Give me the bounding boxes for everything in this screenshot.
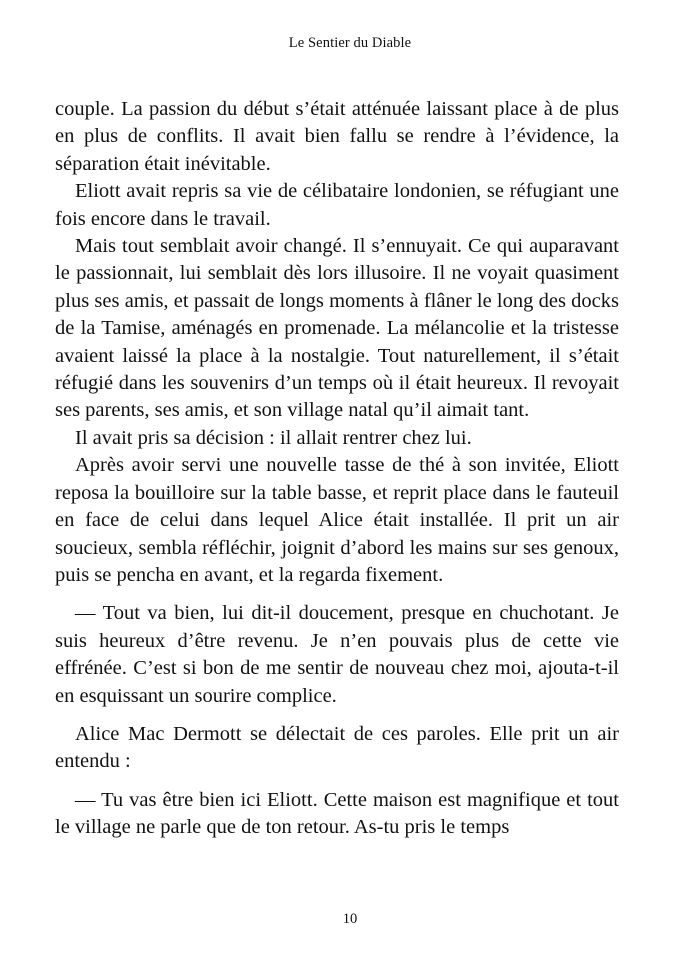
dialogue-paragraph: — Tu vas être bien ici Eliott. Cette maison est magnifique et tout le village ne parle que de ton retour. As-tu pris le temps [55, 788, 619, 839]
paragraph: Alice Mac Dermott se délectait de ces paroles. Elle prit un air entendu : [55, 722, 619, 773]
running-header: Le Sentier du Diable [288, 35, 412, 51]
paragraph: Après avoir servi une nouvelle tasse de thé à son invitée, Eliott reposa la bouilloire sur la table basse, et reprit place dans le fauteuil en face de celui dans lequel Alice était installée. Il prit un air soucieux, sembla réfléchir, joignit d’abord les mains sur ses genoux, puis se pencha en avant, et la regarda fixement. [55, 454, 619, 586]
dialogue-paragraph: — Tout va bien, lui dit-il doucement, presque en chuchotant. Je suis heureux d’être revenu. Je n’en pouvais plus de cette vie effrénée. C’est si bon de me sentir de nouveau chez moi, ajouta-t-il en esquissant un sourire complice. [55, 602, 619, 707]
body-text [55, 96, 619, 842]
paragraph: Il avait pris sa décision : il allait rentrer chez lui. [75, 426, 472, 449]
paragraph: Eliott avait repris sa vie de célibataire londonien, se réfugiant une fois encore dans le travail. [55, 180, 619, 230]
page-number: 10 [342, 911, 358, 927]
paragraph: couple. La passion du début s’était atténuée laissant place à de plus en plus de conflits. Il avait bien fallu se rendre à l’évidence, la séparation était inévitable. [55, 98, 619, 175]
paragraph: Mais tout semblait avoir changé. Il s’ennuyait. Ce qui auparavant le passionnait, lui semblait dès lors illusoire. Il ne voyait quasiment plus ses amis, et passait de longs moments à flâner le long des docks de la Tamise, aménagés en promenade. La mélancolie et la tristesse avaient laissé la place à la nostalgie. Tout naturellement, il s’était réfugié dans les souvenirs d’un temps où il était heureux. Il revoyait ses parents, ses amis, et son village natal qu’il aimait tant. [55, 235, 619, 422]
